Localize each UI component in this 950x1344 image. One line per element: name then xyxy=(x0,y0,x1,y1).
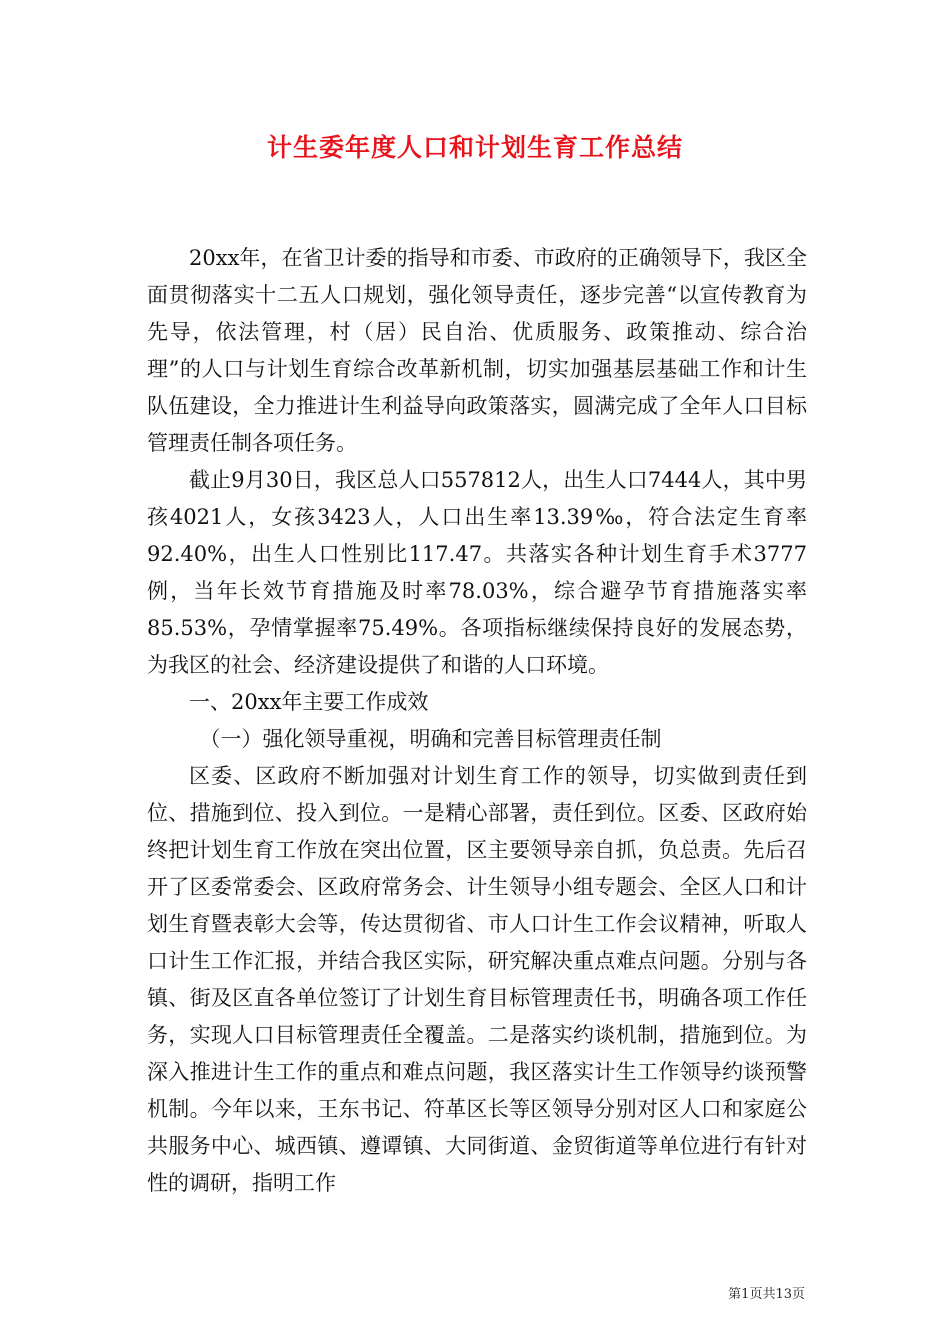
document-title: 计生委年度人口和计划生育工作总结 xyxy=(266,133,683,162)
statistics-paragraph: 截止9月30日，我区总人口557812人，出生人口7444人，其中男孩4021人，女孩3423人，人口出生率13.39‰，符合法定生育率92.40%，出生人口性别比117.47。共落实各种计划生育手术3777例，当年长效节育措施及时率78.03%，综合避孕节育措施落实率85.53%，孕情掌握率75.49%。各项指标继续保持良好的发展态势，为我区的社会、经济建设提供了和谐的人口环境。 xyxy=(147,468,807,677)
intro-paragraph: 20xx年，在省卫计委的指导和市委、市政府的正确领导下，我区全面贯彻落实十二五人口规划，强化领导责任，逐步完善“以宣传教育为先导，依法管理，村（居）民自治、优质服务、政策推动、综合治理”的人口与计划生育综合改革新机制，切实加强基层基础工作和计生队伍建设，全力推进计生利益导向政策落实，圆满完成了全年人口目标管理责任制各项任务。 xyxy=(147,246,807,455)
page-number: 第1页共13页 xyxy=(728,1287,805,1302)
section-paragraph: 区委、区政府不断加强对计划生育工作的领导，切实做到责任到位、措施到位、投入到位。一是精心部署，责任到位。区委、区政府始终把计划生育工作放在突出位置，区主要领导亲自抓，负总责。先后召开了区委常委会、区政府常务会、计生领导小组专题会、全区人口和计划生育暨表彰大会等，传达贯彻省、市人口计生工作会议精神，听取人口计生工作汇报，并结合我区实际，研究解决重点难点问题。分别与各镇、街及区直各单位签订了计划生育目标管理责任书，明确各项工作任务，实现人口目标管理责任全覆盖。二是落实约谈机制，措施到位。为深入推进计生工作的重点和难点问题，我区落实计生工作领导约谈预警机制。今年以来，王东书记、符革区长等区领导分别对区人口和家庭公共服务中心、城西镇、遵谭镇、大同街道、金贸街道等单位进行有针对性的调研，指明工作 xyxy=(147,764,807,1195)
subsection-heading: （一）强化领导重视，明确和完善目标管理责任制 xyxy=(199,727,662,751)
document-body xyxy=(147,240,807,1202)
section-heading: 一、20xx年主要工作成效 xyxy=(189,690,429,714)
